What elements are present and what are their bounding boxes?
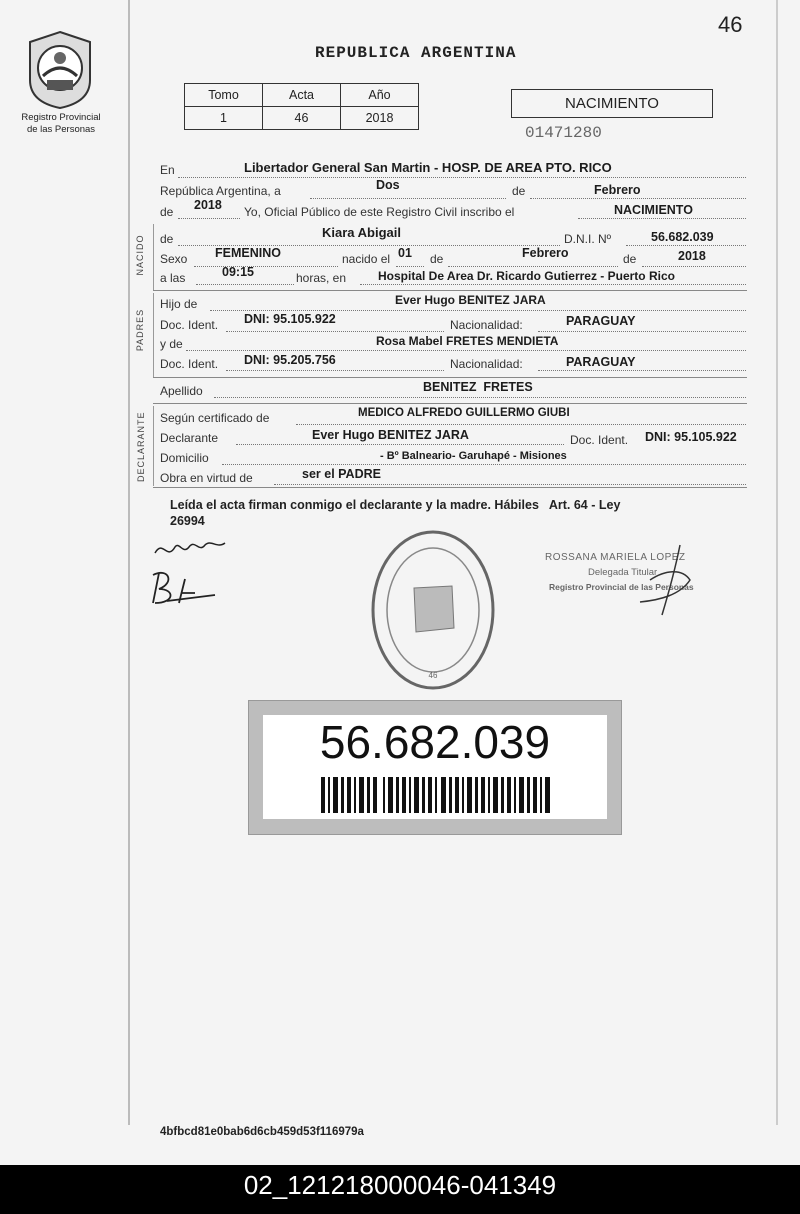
official-round-seal-icon xyxy=(368,528,498,693)
act-type-box: NACIMIENTO xyxy=(511,89,713,118)
apellido-dotted-line xyxy=(214,397,746,398)
birth-place-value: Hospital De Area Dr. Ricardo Gutierrez - Puerto Rico xyxy=(378,269,675,283)
obra-value: ser el PADRE xyxy=(302,467,381,481)
act-month-value: Febrero xyxy=(594,183,641,197)
act-day-value: Dos xyxy=(376,178,400,192)
en-dotted-line xyxy=(178,177,746,178)
mother-dotted-line xyxy=(186,350,746,351)
inscribo-value: NACIMIENTO xyxy=(614,203,693,217)
document-hash: 4bfbcd81e0bab6d6cb459d53f116979a xyxy=(160,1126,364,1138)
barcode-icon xyxy=(321,777,551,813)
act-year-value: 2018 xyxy=(194,198,222,212)
child-name-value: Kiara Abigail xyxy=(322,225,401,240)
page-number: 46 xyxy=(718,12,743,37)
dom-label: Domicilio xyxy=(160,451,209,465)
hijo-label: Hijo de xyxy=(160,297,198,311)
official-signature-icon xyxy=(620,540,700,620)
birth-year-dotted-line xyxy=(642,266,746,267)
father-nat-value: PARAGUAY xyxy=(566,314,636,328)
father-doc-value: DNI: 95.105.922 xyxy=(244,312,336,326)
table-cell: 46 xyxy=(263,107,341,130)
registry-name-line1: Registro Provincial xyxy=(21,112,101,123)
birth-time-value: 09:15 xyxy=(222,265,254,279)
nacido-bottom-rule xyxy=(153,290,747,291)
mother-doc-value: DNI: 95.205.756 xyxy=(244,353,336,367)
en-value: Libertador General San Martin - HOSP. DE AREA PTO. RICO xyxy=(244,160,612,175)
dom-value: - Bº Balneario- Garuhapé - Misiones xyxy=(380,450,567,462)
father-dotted-line xyxy=(210,310,746,311)
provincial-seal-icon xyxy=(25,30,95,110)
nacido-de-label2: de xyxy=(430,252,444,266)
mother-nat-value: PARAGUAY xyxy=(566,355,636,369)
decl-dotted-line xyxy=(236,444,564,445)
horas-label: horas, en xyxy=(296,271,347,285)
father-name-value: Ever Hugo BENITEZ JARA xyxy=(395,293,546,307)
child-dni-value: 56.682.039 xyxy=(651,230,714,244)
sexo-dotted-line xyxy=(194,266,338,267)
decl-doc-value: DNI: 95.105.922 xyxy=(645,430,737,444)
apellido-label: Apellido xyxy=(160,384,203,398)
nacido-de-label: de xyxy=(160,232,174,246)
birth-month-value: Febrero xyxy=(522,246,569,260)
nacido-section-label: NACIDO xyxy=(135,234,145,276)
declarante-bottom-rule xyxy=(153,487,747,488)
yo-text: Yo, Oficial Público de este Registro Civil inscribo el xyxy=(244,205,515,219)
day-dotted-line xyxy=(310,198,506,199)
table-header: Tomo xyxy=(185,84,263,107)
footer-id-text: 02_121218000046-041349 xyxy=(243,1170,557,1200)
table-cell: 2018 xyxy=(341,107,419,130)
apellido-bottom-rule xyxy=(153,403,747,404)
cert-label: Según certificado de xyxy=(160,411,270,425)
time-dotted-line xyxy=(196,284,294,285)
republica-label: República Argentina, a xyxy=(160,184,281,198)
place-dotted-line xyxy=(360,284,746,285)
official-registry: Registro Provincial de las Personas xyxy=(549,582,694,592)
dni-dotted-line xyxy=(626,245,746,246)
footer-id-bar xyxy=(0,1165,800,1214)
padres-bottom-rule xyxy=(153,377,747,378)
sticker-number: 56.682.039 xyxy=(319,716,551,768)
table-header: Acta xyxy=(263,84,341,107)
father-nat-dotted-line xyxy=(538,331,746,332)
sexo-label: Sexo xyxy=(160,252,188,266)
year-dotted-line xyxy=(178,218,240,219)
birth-year-value: 2018 xyxy=(678,249,706,263)
de2-label: de xyxy=(160,205,174,219)
birth-day-value: 01 xyxy=(398,246,412,260)
alas-label: a las xyxy=(160,271,186,285)
mother-doc-dotted-line xyxy=(226,370,444,371)
nacido-de-label3: de xyxy=(623,252,637,266)
father-doc-dotted-line xyxy=(226,331,444,332)
closing-line2: 26994 xyxy=(170,514,205,528)
table-header: Año xyxy=(341,84,419,107)
month-dotted-line xyxy=(530,198,746,199)
declarante-section-bar xyxy=(153,406,154,486)
yde-label: y de xyxy=(160,337,183,351)
dni-sticker xyxy=(248,700,622,835)
right-margin-line xyxy=(776,0,778,1125)
table-cell: 1 xyxy=(185,107,263,130)
decl-value: Ever Hugo BENITEZ JARA xyxy=(312,428,469,442)
serial-number: 01471280 xyxy=(525,124,602,142)
declarant-signature-icon xyxy=(145,535,235,610)
cert-value: MEDICO ALFREDO GUILLERMO GIUBI xyxy=(358,407,570,419)
birth-month-dotted-line xyxy=(448,266,618,267)
left-margin-line xyxy=(128,0,130,1125)
closing-line1: Leída el acta firman conmigo el declarante y la madre. Hábiles Art. 64 - Ley xyxy=(170,498,621,512)
decl-label: Declarante xyxy=(160,431,219,445)
padres-section-bar xyxy=(153,293,154,377)
svg-text:46: 46 xyxy=(428,671,438,680)
mother-doc-label: Doc. Ident. xyxy=(160,357,219,371)
obra-label: Obra en virtud de xyxy=(160,471,253,485)
tomo-acta-ano-table xyxy=(184,83,419,130)
dni-label: D.N.I. Nº xyxy=(564,232,612,246)
obra-dotted-line xyxy=(274,484,746,485)
cert-dotted-line xyxy=(296,424,746,425)
apellido-value: BENITEZ FRETES xyxy=(423,380,533,394)
nacido-section-bar xyxy=(153,224,154,290)
page-title: REPUBLICA ARGENTINA xyxy=(315,44,517,62)
nacido-el-label: nacido el xyxy=(342,252,391,266)
sexo-value: FEMENINO xyxy=(215,246,281,260)
mother-nat-label: Nacionalidad: xyxy=(450,357,523,371)
official-role: Delegada Titular xyxy=(588,567,658,578)
father-doc-label: Doc. Ident. xyxy=(160,318,219,332)
en-label: En xyxy=(160,163,175,177)
decl-doc-label: Doc. Ident. xyxy=(570,433,629,447)
father-nat-label: Nacionalidad: xyxy=(450,318,523,332)
declarante-section-label: DECLARANTE xyxy=(136,411,146,482)
mother-nat-dotted-line xyxy=(538,370,746,371)
padres-section-label: PADRES xyxy=(135,308,145,352)
registry-name-line2: de las Personas xyxy=(26,124,96,135)
mother-name-value: Rosa Mabel FRETES MENDIETA xyxy=(376,334,559,348)
dom-dotted-line xyxy=(222,464,746,465)
inscribo-dotted-line xyxy=(578,218,746,219)
de-label: de xyxy=(512,184,526,198)
birth-day-dotted-line xyxy=(396,266,424,267)
official-name: ROSSANA MARIELA LOPEZ xyxy=(545,552,686,563)
